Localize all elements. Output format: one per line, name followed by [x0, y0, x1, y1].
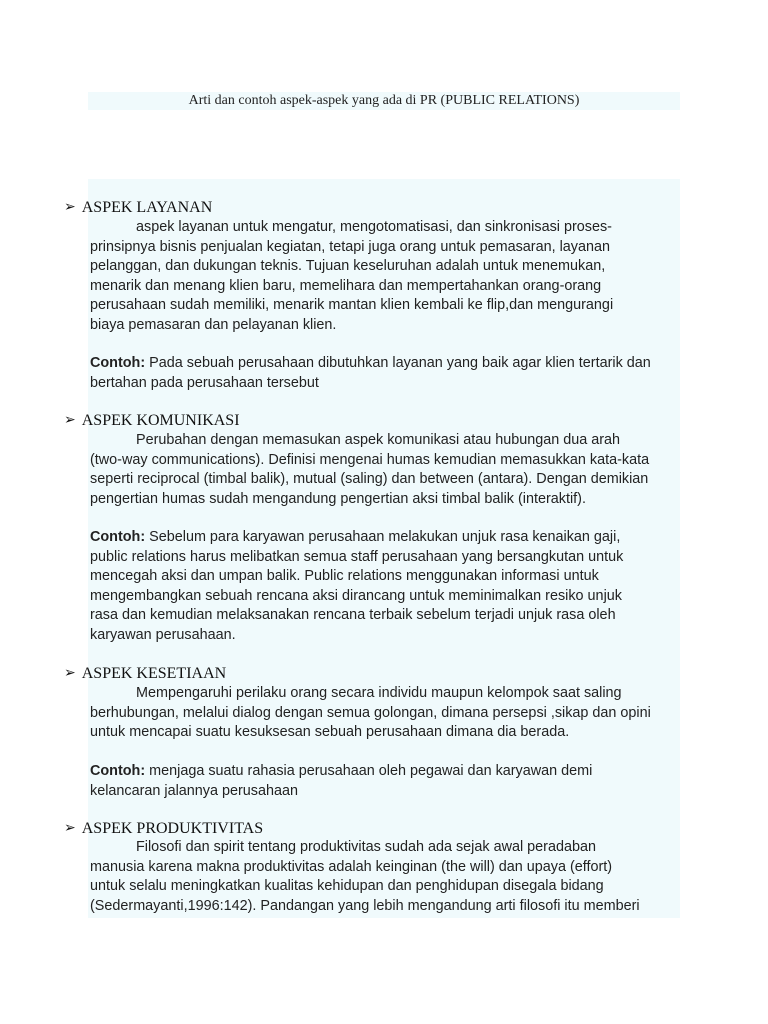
example-label: Contoh: — [90, 763, 146, 779]
example-label: Contoh: — [90, 529, 146, 545]
body-line: perusahaan sudah memiliki, menarik mantan klien kembali ke flip,dan mengurangi — [90, 297, 614, 313]
body-line: untuk mencapai suatu kesuksesan sebuah perusahaan dimana dia berada. — [90, 724, 570, 740]
body-line: seperti reciprocal (timbal balik), mutual (saling) dan between (antara). Dengan demikian — [90, 471, 649, 487]
section-heading-text: ASPEK KESETIAAN — [81, 665, 227, 682]
example-line: karyawan perusahaan. — [90, 626, 236, 643]
body-line: Filosofi dan spirit tentang produktivitas sudah ada sejak awal peradaban — [136, 839, 596, 855]
arrow-bullet-icon: ➢ — [64, 413, 76, 428]
section-heading-produktivitas — [64, 819, 263, 839]
section-body-komunikasi — [90, 431, 680, 509]
example-line: bertahan pada perusahaan tersebut — [90, 374, 319, 391]
example-text: Sebelum para karyawan perusahaan melakukan unjuk rasa kenaikan gaji, — [145, 529, 621, 545]
section-heading-kesetiaan — [64, 664, 226, 684]
body-line: menarik dan menang klien baru, memelihara dan mempertahankan orang-orang — [90, 277, 602, 294]
section-heading-text: ASPEK LAYANAN — [81, 199, 213, 216]
body-line: (two-way communications). Definisi mengenai humas kemudian memasukkan kata-kata — [90, 451, 650, 468]
example-text: menjaga suatu rahasia perusahaan oleh pegawai dan karyawan demi — [145, 763, 593, 779]
body-line: prinsipnya bisnis penjualan kegiatan, tetapi juga orang untuk pemasaran, layanan — [90, 238, 611, 255]
arrow-bullet-icon: ➢ — [64, 821, 76, 836]
body-line: biaya pemasaran dan pelayanan klien. — [90, 316, 337, 333]
example-line: mengembangkan sebuah rencana aksi dirancang untuk meminimalkan resiko unjuk — [90, 587, 622, 604]
section-body-kesetiaan — [90, 684, 680, 743]
example-text: Pada sebuah perusahaan dibutuhkan layanan yang baik agar klien tertarik dan — [145, 355, 651, 371]
section-body-produktivitas — [90, 838, 680, 916]
section-heading-komunikasi — [64, 411, 240, 431]
example-line: mencegah aksi dan umpan balik. Public relations menggunakan informasi untuk — [90, 568, 599, 584]
body-line: berhubungan, melalui dialog dengan semua golongan, dimana persepsi ,sikap dan opini — [90, 704, 651, 721]
body-line: manusia karena makna produktivitas adalah keinginan (the will) dan upaya (effort) — [90, 858, 613, 875]
arrow-bullet-icon: ➢ — [64, 666, 76, 681]
body-line: aspek layanan untuk mengatur, mengotomatisasi, dan sinkronisasi proses- — [136, 219, 612, 235]
body-line: Mempengaruhi perilaku orang secara individu maupun kelompok saat saling — [136, 685, 622, 701]
body-line: Perubahan dengan memasukan aspek komunikasi atau hubungan dua arah — [136, 432, 621, 448]
section-body-layanan — [90, 218, 680, 335]
section-example-komunikasi — [90, 528, 680, 645]
document-title: Arti dan contoh aspek-aspek yang ada di PR (PUBLIC RELATIONS) — [188, 93, 580, 108]
section-example-kesetiaan — [90, 762, 680, 801]
section-heading-text: ASPEK KOMUNIKASI — [81, 412, 240, 429]
section-example-layanan — [90, 354, 680, 393]
example-line: public relations harus melibatkan semua staff perusahaan yang bersangkutan untuk — [90, 548, 624, 565]
example-line: kelancaran jalannya perusahaan — [90, 782, 299, 799]
body-line: untuk selalu meningkatkan kualitas kehidupan dan penghidupan disegala bidang — [90, 878, 604, 894]
example-line — [90, 762, 680, 782]
example-line — [90, 354, 680, 374]
arrow-bullet-icon: ➢ — [64, 200, 76, 215]
example-line — [90, 528, 680, 548]
example-line: rasa dan kemudian melaksanakan rencana terbaik sebelum terjadi unjuk rasa oleh — [90, 607, 616, 623]
example-label: Contoh: — [90, 355, 146, 371]
body-line: pelanggan, dan dukungan teknis. Tujuan keseluruhan adalah untuk menemukan, — [90, 258, 606, 274]
body-line: (Sedermayanti,1996:142). Pandangan yang lebih mengandung arti filosofi itu memberi — [90, 897, 640, 914]
body-line: pengertian humas sudah mengandung pengertian aksi timbal balik (interaktif). — [90, 490, 586, 507]
section-heading-text: ASPEK PRODUKTIVITAS — [81, 820, 264, 837]
section-heading-layanan — [64, 198, 212, 218]
